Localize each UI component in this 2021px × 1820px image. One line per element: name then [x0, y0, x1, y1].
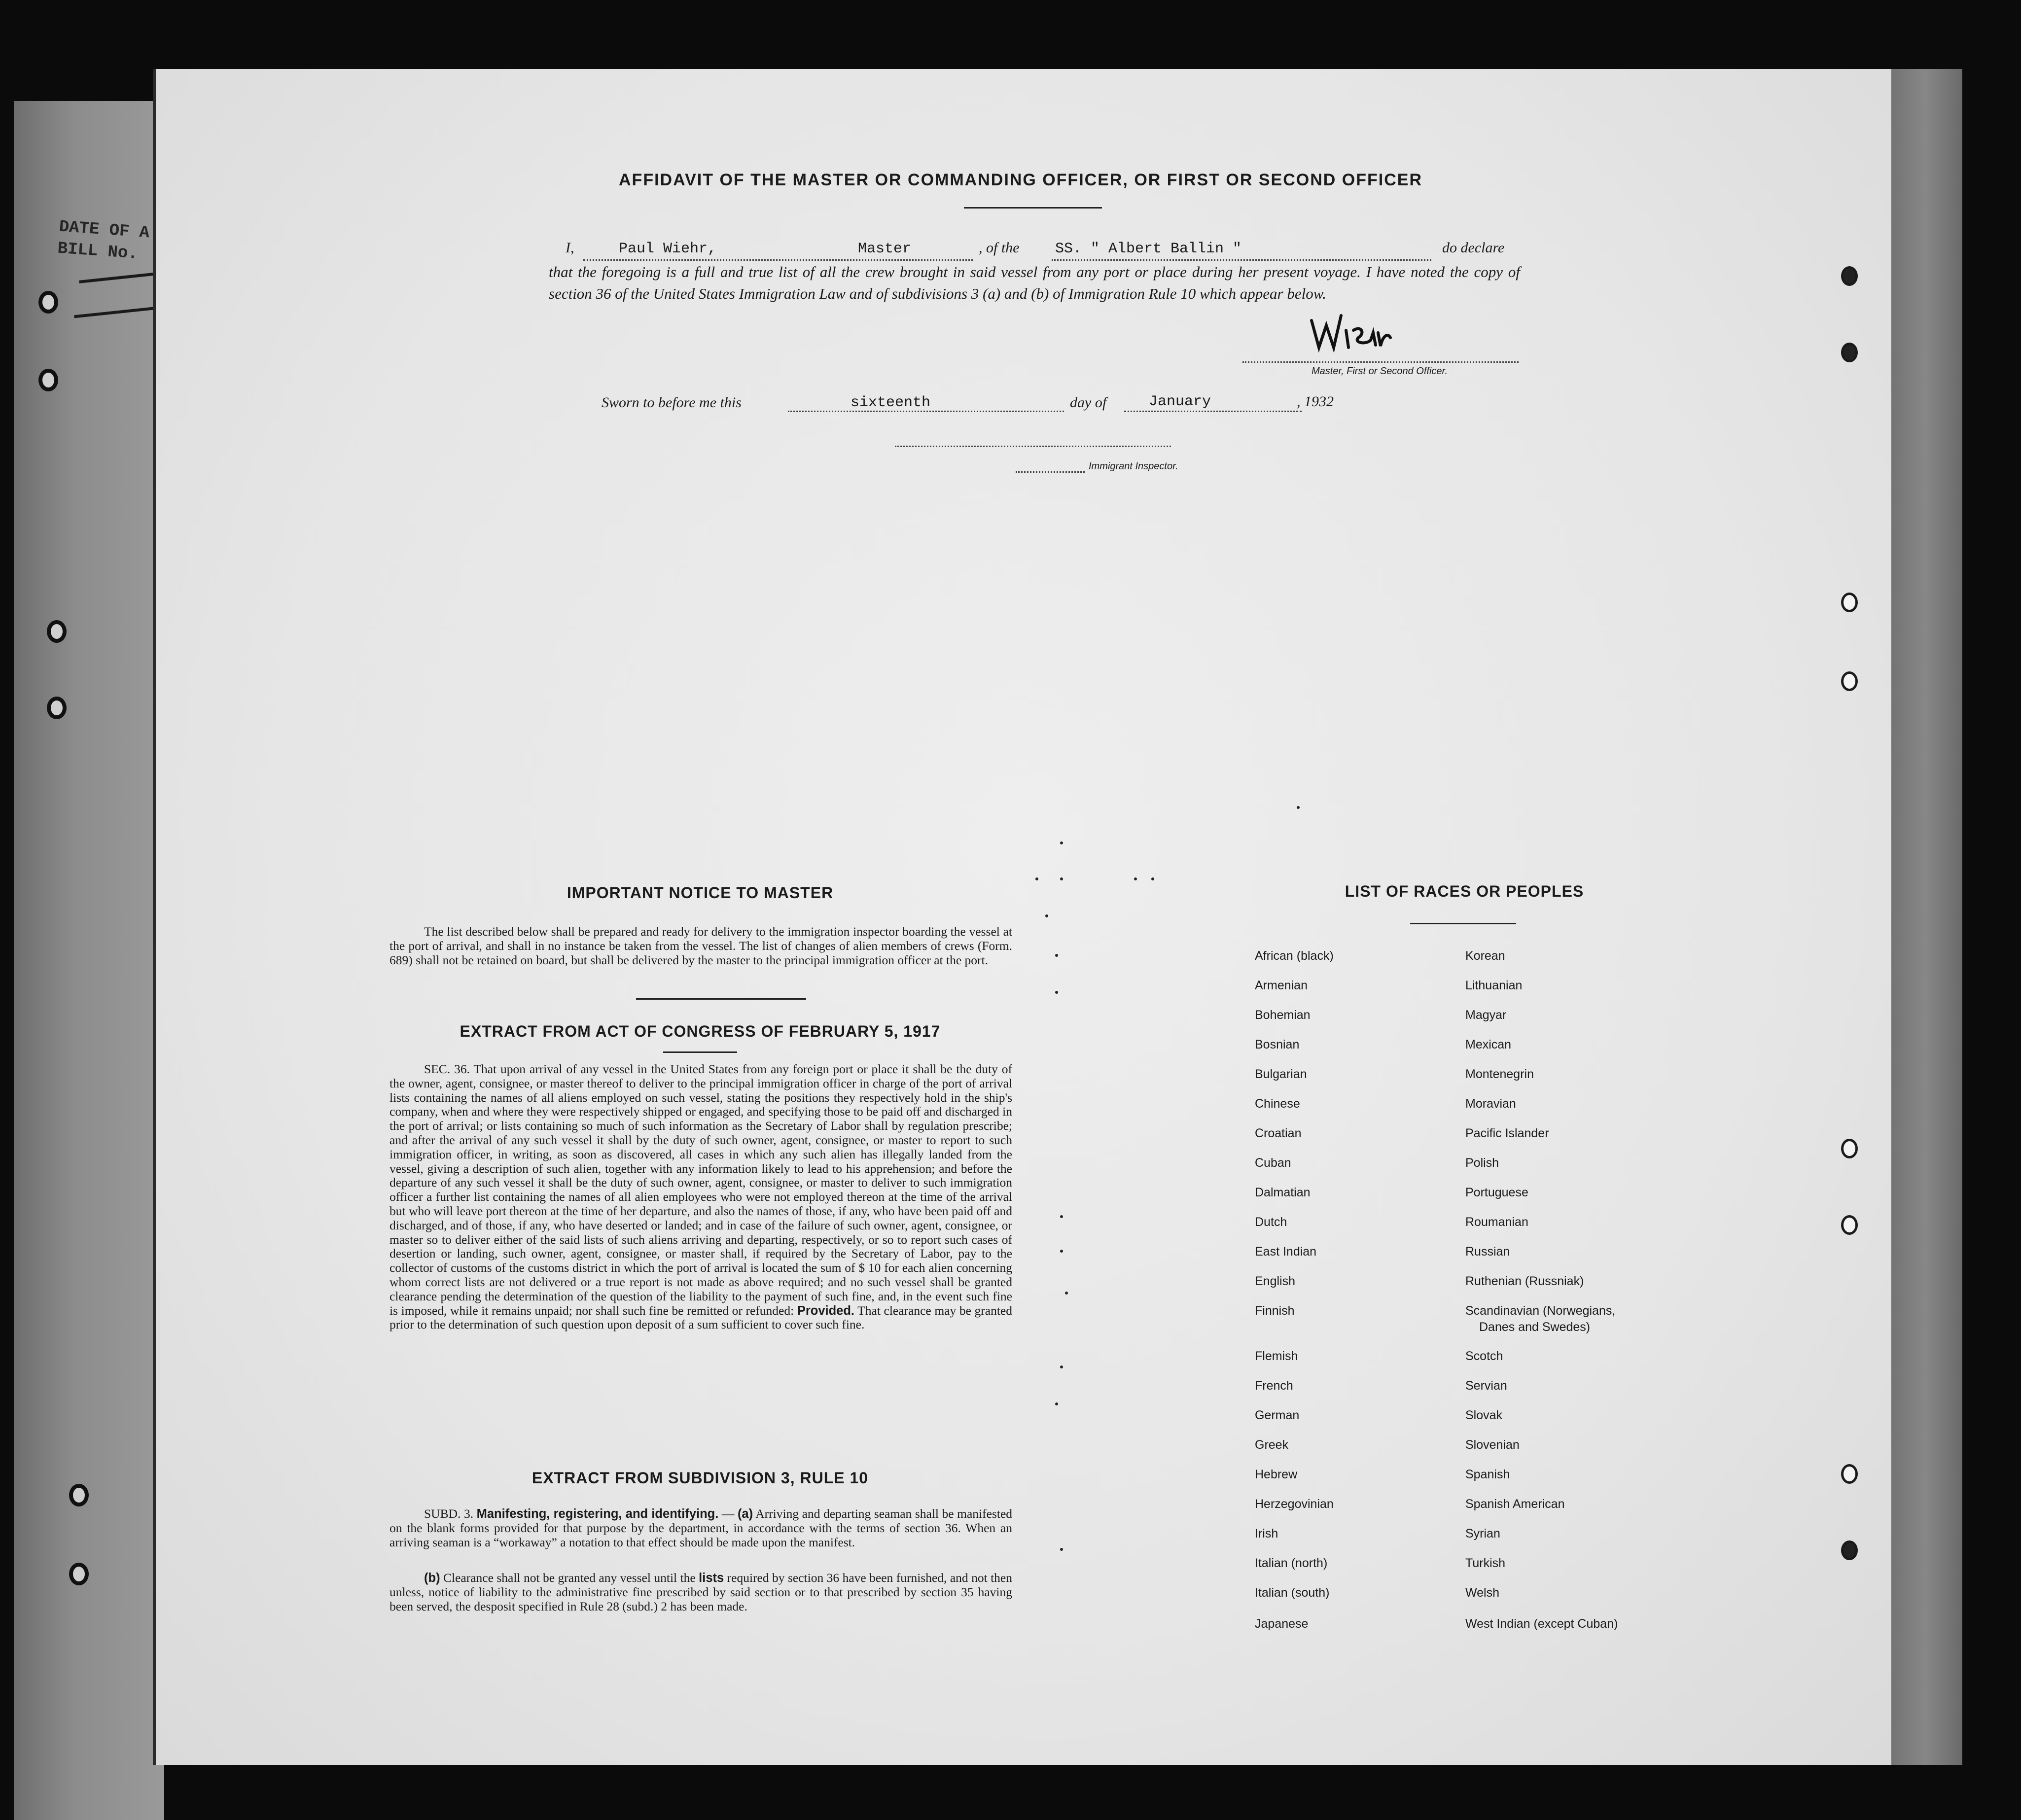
rule10-b-mark: (b)	[424, 1571, 440, 1585]
race-item: Greek	[1255, 1438, 1289, 1452]
binder-hole	[1841, 1540, 1858, 1560]
signature-caption: Master, First or Second Officer.	[1312, 366, 1448, 377]
race-item: Russian	[1465, 1245, 1510, 1259]
rule10-a-lead: SUBD. 3.	[424, 1506, 474, 1521]
race-item: Irish	[1255, 1527, 1278, 1540]
declare-label: do declare	[1442, 240, 1505, 256]
race-item: French	[1255, 1379, 1293, 1393]
fill-line	[1052, 259, 1431, 261]
act-provided: Provided.	[797, 1303, 855, 1318]
race-item: Croatian	[1255, 1126, 1302, 1140]
scan-mark	[1055, 954, 1058, 957]
punch-hole	[47, 620, 67, 643]
punch-hole	[47, 697, 67, 719]
rule10-b	[390, 1571, 1012, 1613]
fill-line	[1124, 411, 1302, 412]
race-item: Spanish American	[1465, 1497, 1565, 1511]
race-item: West Indian (except Cuban)	[1465, 1617, 1618, 1631]
title-rule	[964, 207, 1102, 209]
scan-mark	[1060, 1548, 1063, 1551]
scan-mark	[1060, 877, 1063, 880]
race-item: Bohemian	[1255, 1008, 1311, 1022]
race-item: Bulgarian	[1255, 1067, 1307, 1081]
stamp-line-2: BILL No.	[57, 239, 139, 264]
race-item: German	[1255, 1408, 1300, 1422]
scan-mark	[1060, 1250, 1063, 1253]
signature-line	[1242, 361, 1519, 363]
section-rule	[636, 998, 806, 1000]
rule10-b-bold: lists	[699, 1571, 724, 1585]
race-item: Magyar	[1465, 1008, 1507, 1022]
punch-hole	[38, 291, 58, 314]
act-body: SEC. 36. That upon arrival of any vessel in the United States from any foreign port or place it shall be the duty of the owner, agent, consignee, or master thereof to deliver to the principal immigration officer in charge of the port of arrival lists containing the names of all aliens employed on such vessel, stating the positions they respectively hold in the ship's company, when and where they were respectively shipped or engaged, and specifying those to be paid off and discharged in the port of arrival; or lists containing so much of such information as the Secretary of Labor shall by regulation prescribe; and after the arrival of any such vessel it shall by the duty of such owner, agent, consignee, or master to report to such immigration officer, in writing, as soon as discovered, all cases in which any such alien has illegally landed from the vessel, giving a description of such alien, together with any information likely to lead to his apprehension; and before the departure of any such vessel it shall be the duty of such owner, agent, consignee, or master to deliver to such immigration officer a further list containing the names of all alien employees who were not employed thereon at the time of the arrival but who will leave port thereon at the time of her departure, and also the names of those, if any, who have been paid off and discharged, and of those, if any, who have deserted or landed; and in case of the failure of such owner, agent, consignee, or master so to deliver either of the said lists of such aliens arriving and departing, respectively, or so to report such cases of desertion or landing, such owner, agent, consignee, or master shall, if required by the Secretary of Labor, pay to the collector of customs of the customs district in which the port of arrival is located the sum of $ 10 for each alien concerning whom correct lists are not delivered or a true report is not made as above required; and no such vessel shall be granted clearance pending the determination of the question of the liability to the payment of such fine, and, in the event such fine is imposed, while it remains unpaid; nor shall such fine be remitted or refunded:	[390, 1062, 1012, 1318]
inspector-caption: Immigrant Inspector.	[1089, 461, 1178, 472]
act-text	[390, 1062, 1012, 1332]
vessel-name: SS. " Albert Ballin "	[1055, 241, 1242, 257]
binder-hole	[1841, 343, 1858, 362]
affidavit-prefix: I,	[566, 240, 574, 256]
race-item: Syrian	[1465, 1527, 1500, 1540]
act-body-end: That clearance may be granted prior to the determination of such question upon deposit of a sum sufficient to cover such fine.	[390, 1303, 1012, 1332]
scan-mark	[1297, 806, 1300, 809]
sworn-day: sixteenth	[851, 394, 931, 411]
scan-mark	[1060, 841, 1063, 844]
race-item: Slovenian	[1465, 1438, 1520, 1452]
race-item-continued: Danes and Swedes)	[1479, 1320, 1591, 1334]
scan-mark	[1035, 877, 1038, 880]
race-item: Scotch	[1465, 1349, 1503, 1363]
scan-mark	[1045, 914, 1048, 917]
binder-hole	[1841, 1464, 1858, 1484]
master-name: Paul Wiehr,	[619, 241, 717, 257]
rule10-b-text1: Clearance shall not be granted any vessel until the	[443, 1571, 696, 1585]
punch-hole	[38, 369, 58, 391]
inspector-line	[1016, 471, 1085, 473]
race-item: Cuban	[1255, 1156, 1291, 1170]
race-item: Japanese	[1255, 1617, 1309, 1631]
race-item: Chinese	[1255, 1097, 1300, 1111]
race-item: Korean	[1465, 949, 1505, 963]
race-item: Spanish	[1465, 1468, 1510, 1481]
sworn-year: , 1932	[1297, 393, 1334, 410]
rule10-a-mark: (a)	[737, 1507, 753, 1521]
binder-hole	[1841, 593, 1858, 612]
backing-card	[14, 101, 164, 1820]
scan-mark	[1060, 1215, 1063, 1218]
rule10-a-text: Arriving and departing seaman shall be manifested on the blank forms provided for that purpose by the department, in accordance with the terms of section 36. When an arriving seaman is a “workaway” a notation to that effect should be made upon the manifest.	[390, 1506, 1013, 1549]
rule10-b-text2: required by section 36 have been furnished, and not then unless, notice of liability to the administrative fine prescribed by said section or to that prescribed by section 35 having been served, the desposit specified in Rule 28 (subd.) 2 has been made.	[390, 1571, 1013, 1613]
binder-hole	[1841, 671, 1858, 691]
race-item: English	[1255, 1274, 1295, 1288]
punch-hole	[69, 1484, 89, 1506]
fill-line	[583, 259, 973, 261]
race-item: Polish	[1465, 1156, 1499, 1170]
scan-mark	[1151, 877, 1154, 880]
race-item: Montenegrin	[1465, 1067, 1534, 1081]
race-item: Flemish	[1255, 1349, 1298, 1363]
affidavit-title: AFFIDAVIT OF THE MASTER OR COMMANDING OFFICER, OR FIRST OR SECOND OFFICER	[619, 171, 1422, 189]
scan-mark	[1055, 991, 1058, 994]
stamp-line-1: DATE OF A	[58, 217, 150, 243]
signature	[1307, 311, 1395, 360]
races-title: LIST OF RACES OR PEOPLES	[1345, 882, 1584, 900]
race-item: Mexican	[1465, 1038, 1512, 1051]
race-item: Scandinavian (Norwegians,	[1465, 1304, 1616, 1318]
race-item: Roumanian	[1465, 1215, 1528, 1229]
rule10-a-bold: Manifesting, registering, and identifying.	[476, 1507, 719, 1521]
race-item: Ruthenian (Russniak)	[1465, 1274, 1584, 1288]
race-item: Servian	[1465, 1379, 1507, 1393]
race-item: Welsh	[1465, 1586, 1500, 1600]
race-item: Pacific Islander	[1465, 1126, 1549, 1140]
sworn-prefix: Sworn to before me this	[602, 394, 742, 411]
race-item: Italian (north)	[1255, 1556, 1328, 1570]
punch-hole	[69, 1563, 89, 1585]
binder-hole	[1841, 266, 1858, 286]
race-item: Lithuanian	[1465, 979, 1523, 992]
race-item: Moravian	[1465, 1097, 1516, 1111]
master-rank: Master	[858, 241, 912, 257]
race-item: Dalmatian	[1255, 1186, 1311, 1199]
notice-text: The list described below shall be prepared and ready for delivery to the immigration inspector boarding the vessel at the port of arrival, and shall in no instance be taken from the vessel. The list of changes of alien members of crews (Form. 689) shall not be retained on board, but shall be delivered by the master to the principal immigration officer at the port.	[390, 924, 1012, 967]
section-rule	[1410, 923, 1516, 924]
race-item: Finnish	[1255, 1304, 1295, 1318]
race-item: African (black)	[1255, 949, 1334, 963]
race-item: Herzegovinian	[1255, 1497, 1334, 1511]
affidavit-body: that the foregoing is a full and true list of all the crew brought in said vessel from any port or place during her present voyage. I have noted the copy of section 36 of the United States Immigration Law and of subdivisions 3 (a) and (b) of Immigration Rule 10 which appear below.	[549, 263, 1520, 302]
race-item: Italian (south)	[1255, 1586, 1330, 1600]
sworn-month: January	[1149, 393, 1211, 410]
scan-mark	[1065, 1292, 1068, 1295]
rule10-a: SUBD. 3. Manifesting, registering, and identifying. — (a) Arriving and departing seaman shall be manifested on the blank forms provided for that purpose by the department, in accordance with the terms of section 36. When an arriving seaman is a “workaway” a notation to that effect should be made upon the manifest.	[390, 1506, 1013, 1549]
act-title: EXTRACT FROM ACT OF CONGRESS OF FEBRUARY 5, 1917	[460, 1022, 941, 1040]
date-stamp	[57, 216, 150, 266]
scan-mark	[1055, 1402, 1058, 1405]
race-item: Hebrew	[1255, 1468, 1298, 1481]
scan-mark	[1060, 1365, 1063, 1368]
scan-mark	[1134, 877, 1137, 880]
race-item: Portuguese	[1465, 1186, 1528, 1199]
race-item: Turkish	[1465, 1556, 1506, 1570]
race-item: Bosnian	[1255, 1038, 1300, 1051]
inspector-signature-line	[895, 446, 1171, 447]
race-item: Slovak	[1465, 1408, 1503, 1422]
notice-title: IMPORTANT NOTICE TO MASTER	[567, 884, 834, 902]
of-the-label: , of the	[979, 240, 1020, 256]
race-item: Armenian	[1255, 979, 1308, 992]
section-rule	[663, 1051, 737, 1053]
backing-strip-right	[1888, 69, 1962, 1765]
race-item: East Indian	[1255, 1245, 1317, 1259]
day-of-label: day of	[1070, 394, 1107, 411]
race-item: Dutch	[1255, 1215, 1287, 1229]
rule10-title: EXTRACT FROM SUBDIVISION 3, RULE 10	[532, 1469, 869, 1487]
binder-hole	[1841, 1139, 1858, 1158]
binder-hole	[1841, 1215, 1858, 1235]
